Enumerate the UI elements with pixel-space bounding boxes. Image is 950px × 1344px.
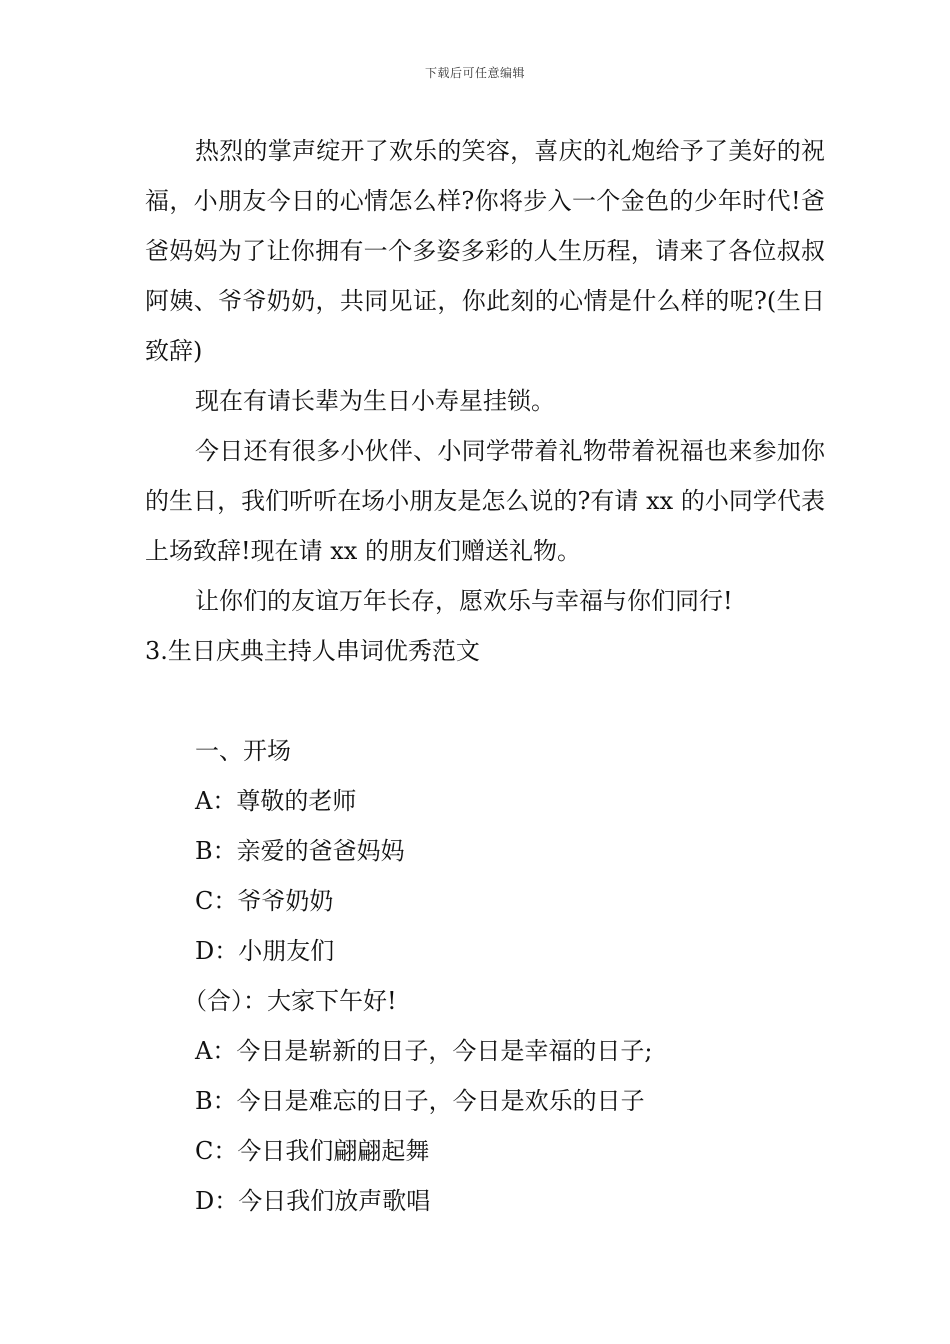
- script-line: B：亲爱的爸爸妈妈: [195, 837, 405, 865]
- script-line: D：小朋友们: [195, 937, 335, 965]
- script-line: A：今日是崭新的日子，今日是幸福的日子;: [195, 1037, 653, 1065]
- script-line-together: （合）：大家下午好!: [183, 987, 397, 1015]
- paragraph-friendship: 让你们的友谊万年长存，愿欢乐与幸福与你们同行!: [195, 587, 733, 615]
- script-line: C：爷爷奶奶: [195, 887, 334, 915]
- script-line: C：今日我们翩翩起舞: [195, 1137, 430, 1165]
- section-spacer: [145, 676, 825, 726]
- paragraph-elders-lock: 现在有请长辈为生日小寿星挂锁。: [195, 387, 555, 415]
- script-line: B：今日是难忘的日子，今日是欢乐的日子: [195, 1087, 645, 1115]
- paragraph-friends-gifts: 今日还有很多小伙伴、小同学带着礼物带着祝福也来参加你的生日，我们听听在场小朋友是怎么说的?有请 xx 的小同学代表上场致辞!现在请 xx 的朋友们赠送礼物。: [145, 437, 825, 565]
- script-line: A：尊敬的老师: [195, 787, 357, 815]
- script-line: D：今日我们放声歌唱: [195, 1187, 431, 1215]
- document-body: [145, 126, 825, 1226]
- paragraph-intro: 热烈的掌声绽开了欢乐的笑容，喜庆的礼炮给予了美好的祝福，小朋友今日的心情怎么样?你将步入一个金色的少年时代!爸爸妈妈为了让你拥有一个多姿多彩的人生历程，请来了各位叔叔阿姨、爷爷奶奶，共同见证，你此刻的心情是什么样的呢?(生日致辞): [145, 137, 825, 365]
- opening-title: 一、开场: [195, 737, 291, 765]
- page-header: 下载后可任意编辑: [424, 66, 525, 80]
- section-heading: 3.生日庆典主持人串词优秀范文: [145, 637, 480, 665]
